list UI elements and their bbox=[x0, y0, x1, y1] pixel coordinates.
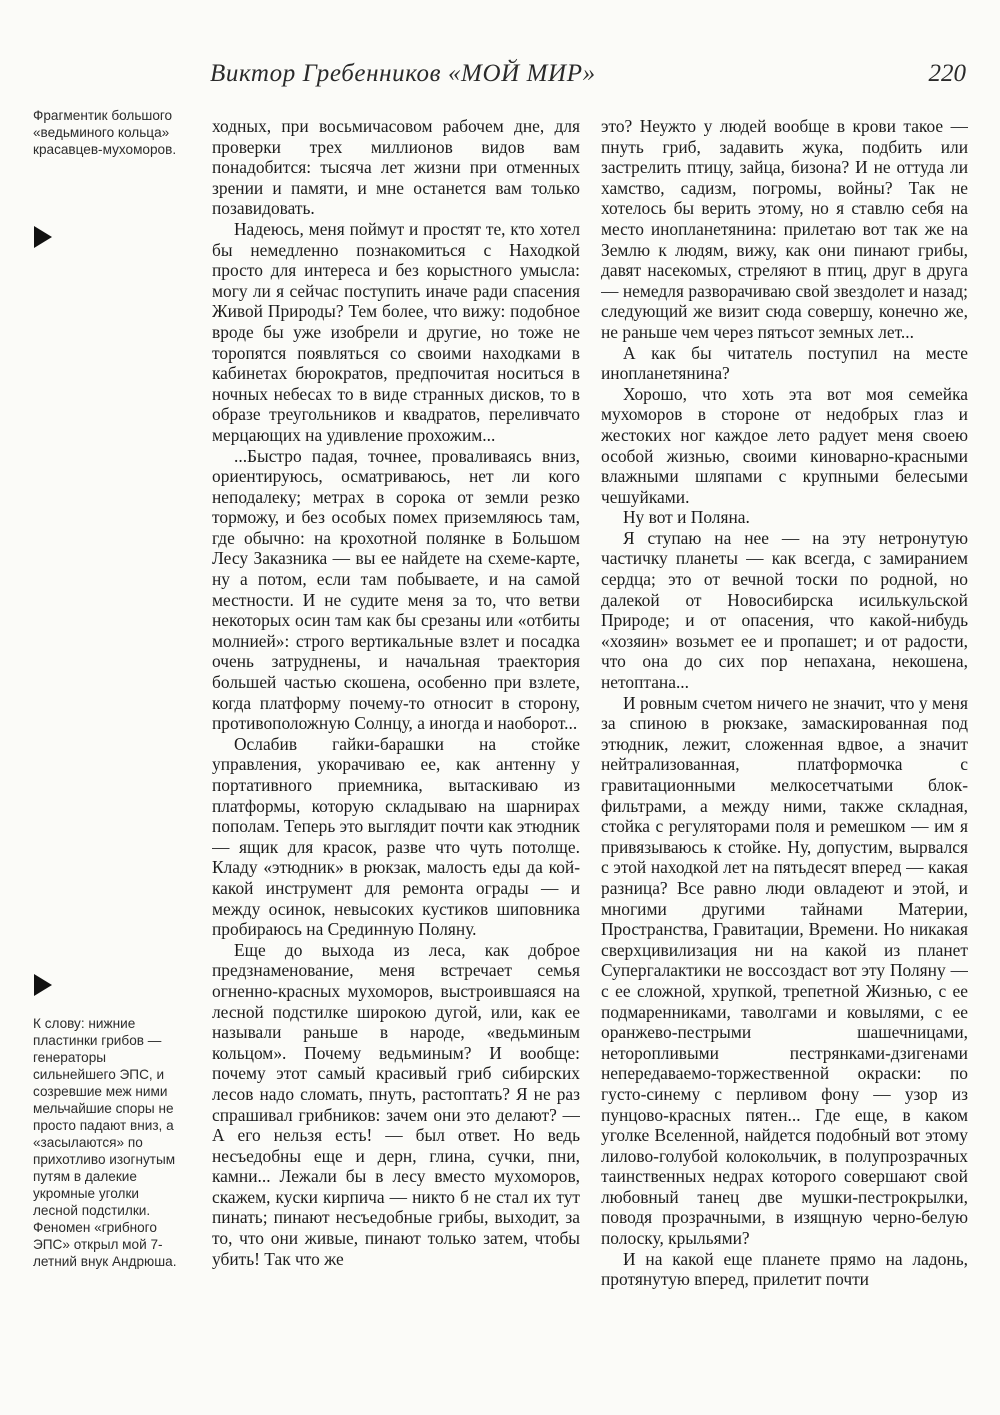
paragraph: И ровным счетом ничего не значит, что у меня за спиною в рюкзаке, замаскированная под этюдник, лежит, сложенная вдвое, а значит нейтрализованная, платформочка с гравитационными мелкосетчатыми блок-фильтрами, а между ними, также складная, стойка с регуляторами поля и ремешком — им я привязываюсь к стойке. Ну, допустим, вырвался с этой находкой лет на пятьдесят вперед — какая разница? Все равно люди овладеют и этой, и многими другими тайнами Материи, Пространства, Гравитации, Времени. Но никакая сверхцивилизация ни на какой из планет Супергалактики не воссоздаст вот эту Поляну — с ее сложной, хрупкой, трепетной Жизнью, с ее подмаренниками, таволгами и ковылями, с ее оранжево-пестрыми шашечницами, неторопливыми пестрянками-дзигенами непередаваемо-торжественной окраски: по густо-синему с перливом фону — узор из пунцово-красных пятен... Где еще, в каком уголке Вселенной, найдется подобный вот этому лилово-голубой колокольчик, в полупрозрачных таинственных недрах которого совершают свой любовный танец две мушки-пестрокрылки, поводя прозрачными, в изящную черно-белую полоску, крыльями? bbox=[601, 692, 968, 1249]
running-title: Виктор Гребенников «МОЙ МИР» bbox=[210, 60, 596, 87]
paragraph: А как бы читатель поступил на месте инопланетянина? bbox=[601, 342, 968, 384]
paragraph: Я ступаю на нее — на эту нетронутую частичку планеты — как всегда, с замиранием сердца; это от вечной тоски по родной, но далекой от Новосибирска исилькульской Природе; и от опасения, что какой-нибудь «хозяин» возьмет ее и пропашет; и от радости, что она до сих пор непахана, некошена, нетоптана... bbox=[601, 527, 968, 693]
paragraph: Хорошо, что хоть эта вот моя семейка мухоморов в стороне от недобрых глаз и жестоких ног каждое лето радует меня своею особой жизнью, своими киноварно-красными влажными шляпами с крупными белесыми чешуйками. bbox=[601, 383, 968, 507]
side-caption-fly-agarics: Фрагментик большого «ведьминого кольца» красавцев-мухоморов. bbox=[33, 108, 177, 157]
paragraph: Ну вот и Поляна. bbox=[623, 507, 750, 528]
side-caption-mushroom-gills: К слову: нижние пластинки грибов — генераторы сильнейшего ЭПС, и созревшие меж ними мельчайшие споры не просто падают вниз, а «засылаются» по прихотливо изогнутым путям в далекие укромные уголки лесной подстилки. Феномен «грибного ЭПС» открыл мой 7-летний внук Андрюша. bbox=[33, 1016, 177, 1269]
paragraph: Еще до выхода из леса, как доброе предзнаменование, меня встречает семья огненно-красных мухоморов, выстроившаяся на лесной подстилке широкою дугой, или, как ее называли раньше в народе, «ведьминым кольцом». Почему ведьминым? И вообще: почему этот самый красивый гриб сибирских лесов надо сломать, пнуть, растоптать? Я не раз спрашивал грибников: зачем они это делают? — А его нельзя есть! — был ответ. Но ведь несъедобны еще и дерн, глина, сучки, пни, камни... Лежали бы в лесу вместо мухоморов, скажем, куски кирпича — никто б не стал их тут пинать; пинают несъедобные грибы, выходит, за то, что они живые, пинают только затем, чтобы убить! Так что же bbox=[212, 939, 580, 1269]
paragraph: И на какой еще планете прямо на ладонь, протянутую вперед, прилетит почти bbox=[601, 1248, 968, 1290]
text-column-left bbox=[212, 116, 580, 1361]
arrow-right-icon bbox=[34, 226, 52, 248]
paragraph: Надеюсь, меня поймут и простят те, кто хотел бы немедленно познакомиться с Находкой просто для интереса и без корыстного умысла: могу ли я сейчас поступить иначе ради спасения Живой Природы? Тем более, что вижу: подобное вроде бы уже изобрели и другие, но тоже не торопятся появляться со своими находками в кабинетах бюрократов, предпочитая носиться в ночных небесах то в виде странных дисков, то в образе треугольников и квадратов, переливчато мерцающих на удивление прохожим... bbox=[212, 218, 580, 445]
page-number: 220 bbox=[928, 60, 966, 87]
paragraph: это? Неужто у людей вообще в крови такое — пнуть гриб, задавить жука, подбить или застрелить птицу, зайца, бизона? И не оттуда ли хамство, садизм, погромы, войны? Так не хотелось бы верить этому, но я ставлю себя на место инопланетянина: прилетаю вот так же на Землю к людям, вижу, как они пинают грибы, давят насекомых, стреляют в птиц, друг в друга — немедля разворачиваю свой звездолет и назад; следующий же визит сюда совершу, конечно же, не раньше чем через пятьсот земных лет... bbox=[601, 116, 968, 342]
text-column-right bbox=[601, 116, 968, 1361]
paragraph: ...Быстро падая, точнее, проваливаясь вниз, ориентируюсь, осматриваюсь, нет ли кого неподалеку; метрах в сорока от земли резко торможу, и без особых помех приземляюсь там, где обычно: на крохотной полянке в Большом Лесу Заказника — вы ее найдете на схеме-карте, ну а потом, если там побываете, и на самой местности. И не судите меня за то, что ветви некоторых осин там как бы срезаны или «отбиты молнией»: строго вертикальные взлет и посадка очень затруднены, и начальная траектория большей частью скошена, особенно при взлете, когда платформу почему-то относит в сторону, противоположную Солнцу, а иногда и наоборот... bbox=[212, 445, 580, 734]
paragraph: Ослабив гайки-барашки на стойке управления, укорачиваю ее, как антенну у портативного приемника, вытаскиваю из платформы, которую складываю на шарнирах пополам. Теперь это выглядит почти как этюдник — ящик для красок, разве что чуть потолще. Кладу «этюдник» в рюкзак, малость еды да кой-какой инструмент для ремонта ограды — и между осинок, невысоких кустиков шиповника пробираюсь на Срединную Поляну. bbox=[212, 733, 580, 940]
arrow-right-icon bbox=[34, 974, 52, 996]
paragraph: ходных, при восьмичасовом рабочем дне, для проверки трех миллионов видов вам понадобится: тысяча лет жизни при отменных зрении и памяти, и мне останется вам только позавидовать. bbox=[212, 116, 580, 219]
